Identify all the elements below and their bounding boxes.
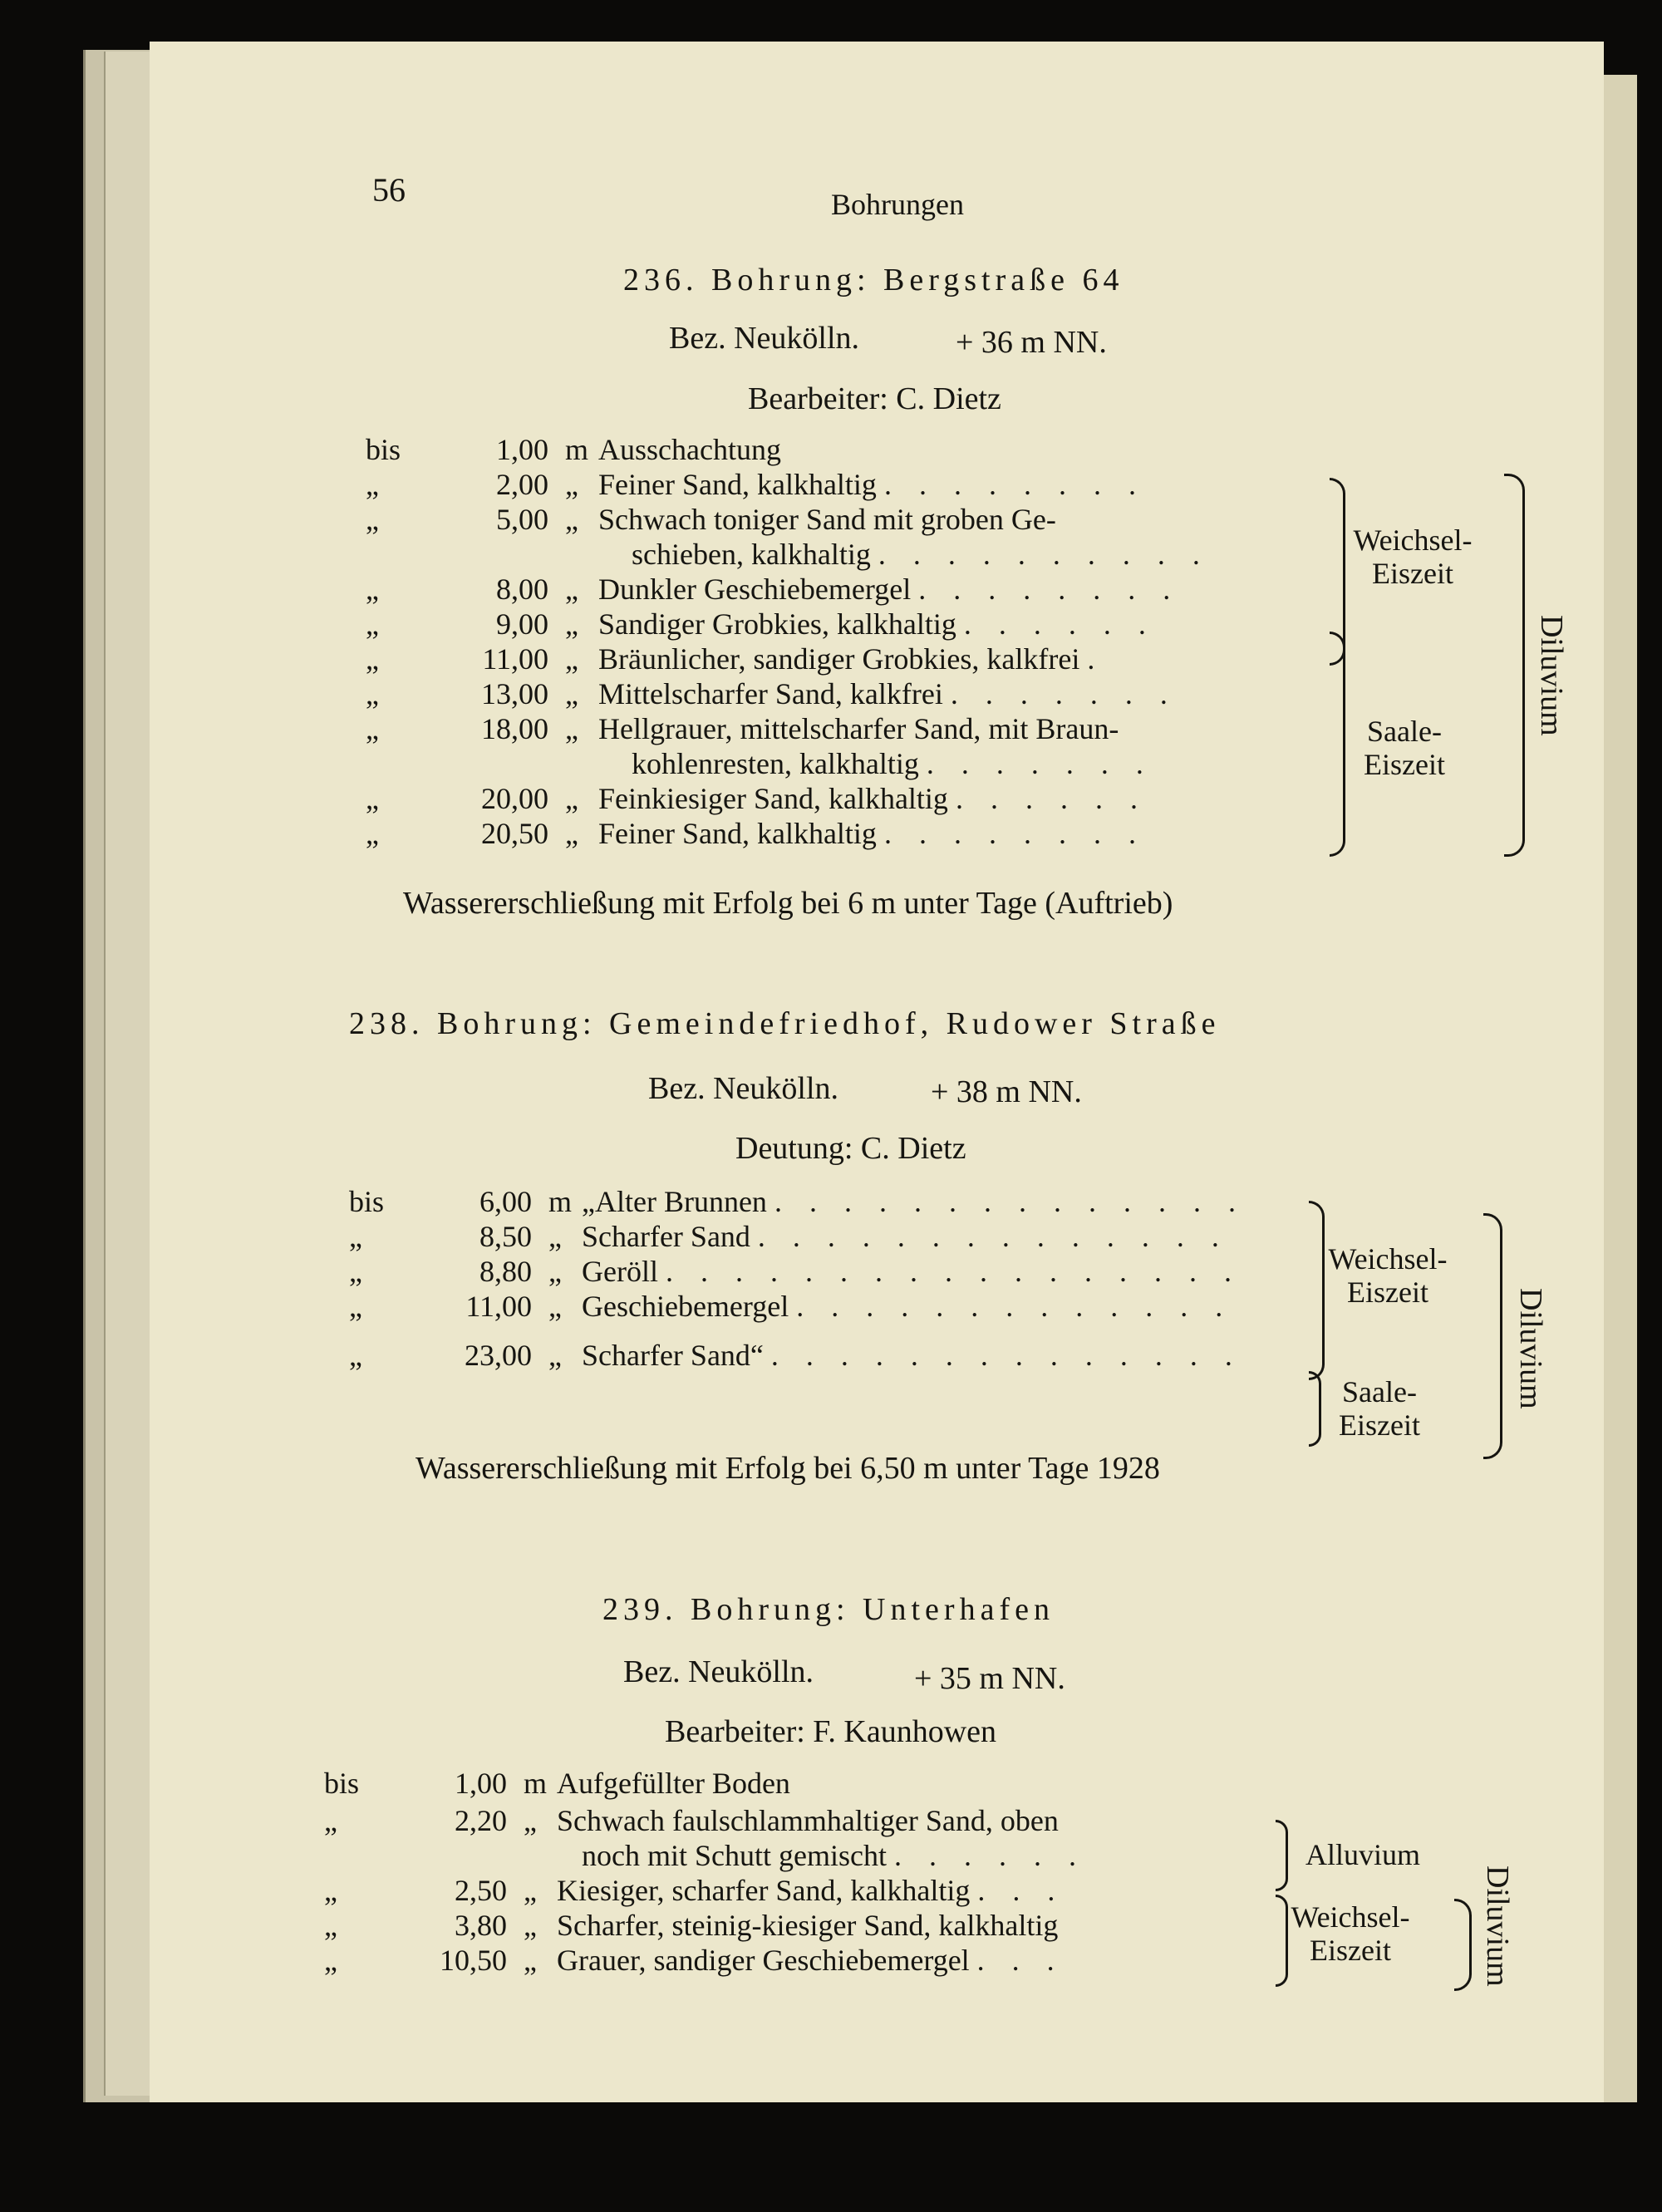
borehole-worker: Bearbeiter: F. Kaunhowen (665, 1714, 996, 1749)
group-label-diluvium: Diluvium (1513, 1288, 1548, 1409)
table-row: „ 13,00 „ Mittelscharfer Sand, kalkfrei . . . . . . . (366, 677, 1178, 710)
group-label-weichsel: Weichsel- Eiszeit (1291, 1900, 1410, 1967)
table-row: „ 11,00 „ Bräunlicher, sandiger Grobkies, kalkfrei . (366, 642, 1105, 676)
group-label-weichsel: Weichsel- Eiszeit (1328, 1242, 1448, 1309)
page-number: 56 (372, 171, 406, 209)
table-row: „ 10,50 „ Grauer, sandiger Geschiebemergel . . . (324, 1944, 1065, 1977)
borehole-title: 239. Bohrung: Unterhafen (602, 1592, 1055, 1627)
borehole-elevation: + 36 m NN. (956, 325, 1107, 360)
borehole-title: 238. Bohrung: Gemeindefriedhof, Rudower Straße (349, 1006, 1221, 1041)
book-page (150, 42, 1604, 2102)
brace-alluvium (1276, 1820, 1288, 1891)
facing-page-edge (1604, 75, 1637, 2102)
borehole-worker: Deutung: C. Dietz (735, 1131, 966, 1166)
group-label-diluvium: Diluvium (1480, 1865, 1515, 1987)
brace-diluvium (1454, 1899, 1472, 1991)
table-row: bis 6,00 m „Alter Brunnen . . . . . . . . . . . . . . (349, 1185, 1246, 1218)
group-label-saale: Saale- Eiszeit (1339, 1375, 1420, 1442)
brace-diluvium (1504, 474, 1525, 857)
table-row: „ 8,80 „ Geröll . . . . . . . . . . . . . . . . . (349, 1255, 1242, 1288)
table-row: „ 8,50 „ Scharfer Sand . . . . . . . . . . . . . . (349, 1220, 1229, 1253)
table-row: bis 1,00 m Aufgefüllter Boden (324, 1767, 790, 1800)
borehole-note: Wassererschließung mit Erfolg bei 6,50 m unter Tage 1928 (416, 1451, 1160, 1486)
group-label-alluvium: Alluvium (1305, 1838, 1420, 1871)
table-row: „ 23,00 „ Scharfer Sand“ . . . . . . . . . . . . . . (349, 1339, 1242, 1372)
group-label-weichsel: Weichsel- Eiszeit (1353, 524, 1473, 590)
table-row: „ 3,80 „ Scharfer, steinig-kiesiger Sand, kalkhaltig (324, 1909, 1059, 1942)
borehole-district: Bez. Neukölln. (648, 1071, 839, 1106)
borehole-district: Bez. Neukölln. (669, 321, 860, 356)
borehole-title: 236. Bohrung: Bergstraße 64 (623, 263, 1124, 297)
table-row: noch mit Schutt gemischt . . . . . . (582, 1839, 1086, 1872)
table-row: „ 9,00 „ Sandiger Grobkies, kalkhaltig . . . . . . (366, 607, 1156, 641)
borehole-elevation: + 38 m NN. (931, 1074, 1082, 1109)
table-row: „ 18,00 „ Hellgrauer, mittelscharfer Sand, mit Braun- (366, 712, 1119, 745)
borehole-worker: Bearbeiter: C. Dietz (748, 381, 1001, 416)
group-label-saale: Saale- Eiszeit (1364, 715, 1445, 781)
table-row: „ 5,00 „ Schwach toniger Sand mit groben Ge- (366, 503, 1056, 536)
table-row: kohlenresten, kalkhaltig . . . . . . . (632, 747, 1153, 780)
borehole-district: Bez. Neukölln. (623, 1654, 814, 1689)
table-row: „ 11,00 „ Geschiebemergel . . . . . . . . . . . . . (349, 1290, 1233, 1323)
borehole-elevation: + 35 m NN. (914, 1661, 1065, 1696)
group-label-diluvium: Diluvium (1534, 615, 1569, 736)
table-row: „ 2,00 „ Feiner Sand, kalkhaltig . . . . . . . . (366, 468, 1146, 501)
borehole-note: Wassererschließung mit Erfolg bei 6 m unter Tage (Auftrieb) (403, 886, 1173, 921)
table-row: „ 8,00 „ Dunkler Geschiebemergel . . . . . . . . (366, 573, 1181, 606)
brace-diluvium (1483, 1213, 1502, 1459)
table-row: „ 20,00 „ Feinkiesiger Sand, kalkhaltig . . . . . . (366, 782, 1148, 815)
table-row: schieben, kalkhaltig . . . . . . . . . . (632, 538, 1210, 571)
table-row: bis 1,00 m Ausschachtung (366, 433, 781, 466)
table-row: „ 20,50 „ Feiner Sand, kalkhaltig . . . . . . . . (366, 817, 1146, 850)
table-row: „ 2,20 „ Schwach faulschlammhaltiger Sand, oben (324, 1804, 1059, 1837)
running-head: Bohrungen (831, 188, 964, 221)
table-row: „ 2,50 „ Kiesiger, scharfer Sand, kalkhaltig . . . (324, 1874, 1065, 1907)
